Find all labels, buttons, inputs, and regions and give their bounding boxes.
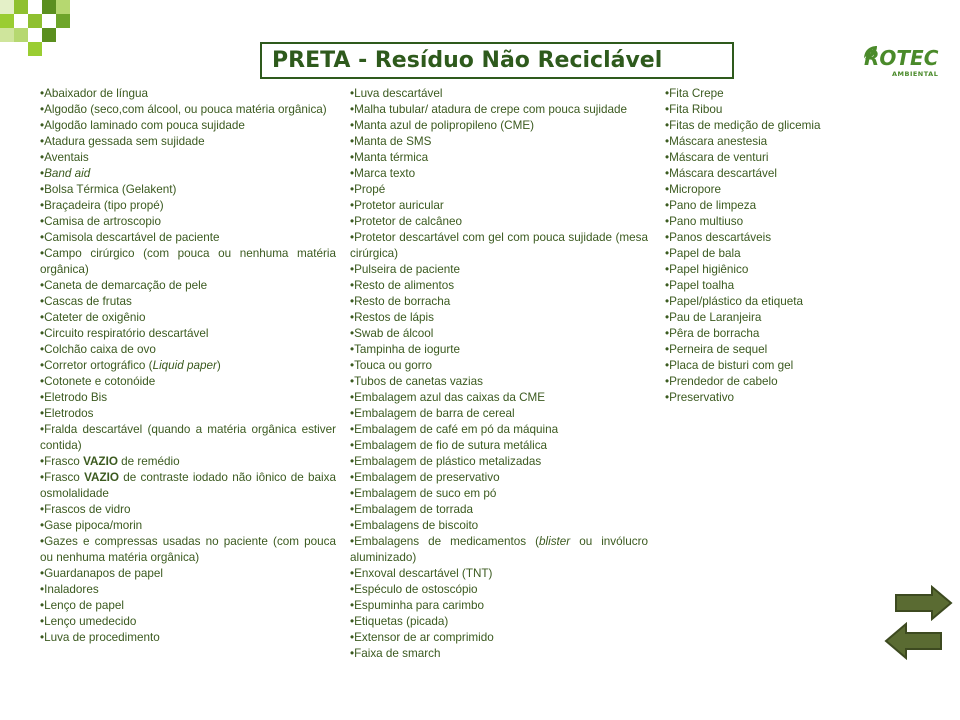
list-item-text: •Aventais: [40, 151, 89, 164]
list-item-text: •Embalagem de fio de sutura metálica: [350, 439, 548, 452]
list-item-text: •Embalagem azul das caixas da CME: [350, 391, 546, 404]
list-item-text: •Manta térmica: [350, 151, 429, 164]
list-item: [40, 182, 336, 198]
list-item-text: VAZIO: [84, 471, 119, 484]
list-item-text: •Atadura gessada sem sujidade: [40, 135, 205, 148]
list-item-text: blister: [539, 535, 571, 548]
list-item: [40, 406, 336, 422]
list-item-text: •Abaixador de língua: [40, 87, 149, 100]
list-item-text: •Espuminha para carimbo: [350, 599, 485, 612]
list-item-text: •Luva descartável: [350, 87, 443, 100]
page-title: PRETA - Resíduo Não Reciclável: [272, 48, 663, 73]
list-item: [665, 182, 925, 198]
list-item-text: •Cotonete e cotonóide: [40, 375, 156, 388]
list-item: [40, 614, 336, 630]
list-item: [350, 214, 648, 230]
list-item-text: •Fitas de medição de glicemia: [665, 119, 821, 132]
list-item: [40, 342, 336, 358]
arrow-left-icon: [884, 622, 944, 660]
list-item-text: •Protetor auricular: [350, 199, 444, 212]
list-item: [350, 582, 648, 598]
list-item-text: •Frasco: [40, 471, 85, 484]
list-item: [665, 102, 925, 118]
list-item-text: •Algodão (seco,com álcool, ou pouca matéria orgânica): [40, 103, 327, 116]
list-item: [40, 118, 336, 134]
list-item-text: •Embalagem de café em pó da máquina: [350, 423, 559, 436]
list-item-text: •Cateter de oxigênio: [40, 311, 146, 324]
list-item-text: •Tubos de canetas vazias: [350, 375, 483, 388]
list-item: [350, 614, 648, 630]
list-item: [40, 246, 336, 278]
corner-decoration: [0, 0, 80, 60]
list-item-text: •Papel de bala: [665, 247, 741, 260]
list-item-text: •Eletrodos: [40, 407, 94, 420]
list-item-text: •Gase pipoca/morin: [40, 519, 143, 532]
list-item: [350, 566, 648, 582]
list-item-text: de remédio: [117, 455, 180, 468]
list-item-text: •Fita Ribou: [665, 103, 723, 116]
list-item-text: •Resto de borracha: [350, 295, 451, 308]
list-item-text: •Resto de alimentos: [350, 279, 455, 292]
list-item: [350, 102, 648, 118]
list-item-text: •Faixa de smarch: [350, 647, 441, 660]
list-item-text: •Pano multiuso: [665, 215, 744, 228]
list-item: [40, 454, 336, 470]
list-item: [350, 342, 648, 358]
list-item: [40, 214, 336, 230]
list-item: [350, 150, 648, 166]
list-item: [665, 374, 925, 390]
list-item: [40, 166, 336, 182]
list-item-text: •Máscara anestesia: [665, 135, 768, 148]
list-item: [40, 294, 336, 310]
list-item: [350, 534, 648, 566]
company-logo: [858, 44, 948, 80]
list-item: [350, 630, 648, 646]
list-item-text: •Algodão laminado com pouca sujidade: [40, 119, 245, 132]
list-item: [350, 502, 648, 518]
list-item-text: •Camisola descartável de paciente: [40, 231, 220, 244]
list-item-text: •Fralda descartável (quando a matéria orgânica estiver contida): [40, 423, 336, 452]
list-item: [665, 262, 925, 278]
list-item-text: •Papel toalha: [665, 279, 735, 292]
list-item: [40, 150, 336, 166]
list-item-text: •Embalagem de plástico metalizadas: [350, 455, 542, 468]
list-item-text: •Restos de lápis: [350, 311, 434, 324]
list-item-text: •Guardanapos de papel: [40, 567, 164, 580]
list-item-text: •Frasco: [40, 455, 84, 468]
list-item: [40, 566, 336, 582]
list-item: [665, 294, 925, 310]
list-item-text: •: [40, 167, 45, 180]
list-column-3: [665, 86, 925, 406]
list-item-text: •Prendedor de cabelo: [665, 375, 778, 388]
list-item-text: •Embalagem de torrada: [350, 503, 473, 516]
list-item: [350, 326, 648, 342]
list-item-text: •Propé: [350, 183, 386, 196]
previous-button[interactable]: [884, 622, 944, 660]
logo-subtext: AMBIENTAL: [892, 70, 939, 78]
list-item-text: •Corretor ortográfico (: [40, 359, 153, 372]
list-item-text: •Preservativo: [665, 391, 735, 404]
list-item-text: •Embalagens de medicamentos (: [350, 535, 539, 548]
list-item-text: •Touca ou gorro: [350, 359, 433, 372]
list-item: [350, 406, 648, 422]
list-item-text: •Pau de Laranjeira: [665, 311, 762, 324]
list-item: [40, 86, 336, 102]
list-item-text: •Embalagem de barra de cereal: [350, 407, 515, 420]
list-item: [350, 262, 648, 278]
list-item-text: •Enxoval descartável (TNT): [350, 567, 493, 580]
list-item: [40, 326, 336, 342]
list-item-text: •Inaladores: [40, 583, 99, 596]
list-item: [40, 518, 336, 534]
list-item-text: •Pulseira de paciente: [350, 263, 460, 276]
list-item: [40, 102, 336, 118]
list-item: [40, 390, 336, 406]
list-item-text: Liquid paper: [152, 359, 217, 372]
list-item-text: •Eletrodo Bis: [40, 391, 108, 404]
list-item: [350, 118, 648, 134]
list-item: [665, 150, 925, 166]
next-button[interactable]: [894, 585, 954, 621]
list-item-text: •Fita Crepe: [665, 87, 724, 100]
list-item-text: •Máscara descartável: [665, 167, 777, 180]
list-item-text: •Braçadeira (tipo propé): [40, 199, 164, 212]
list-item: [40, 278, 336, 294]
list-item-text: •Embalagens de biscoito: [350, 519, 479, 532]
list-item-text: •Protetor de calcâneo: [350, 215, 462, 228]
list-item: [350, 198, 648, 214]
list-item: [40, 630, 336, 646]
list-item-text: •Bolsa Térmica (Gelakent): [40, 183, 177, 196]
list-item: [350, 486, 648, 502]
list-item: [350, 438, 648, 454]
list-item-text: •Protetor descartável com gel com pouca sujidade (mesa cirúrgica): [350, 231, 648, 260]
list-item: [665, 390, 925, 406]
list-item-text: •Lenço umedecido: [40, 615, 137, 628]
list-item-text: •Gazes e compressas usadas no paciente (com pouca ou nenhuma matéria orgânica): [40, 535, 336, 564]
list-item: [665, 246, 925, 262]
list-item: [350, 166, 648, 182]
list-item: [350, 182, 648, 198]
list-item-text: VAZIO: [83, 455, 118, 468]
list-item-text: •Extensor de ar comprimido: [350, 631, 494, 644]
list-item: [350, 294, 648, 310]
list-item-text: •Espéculo de ostoscópio: [350, 583, 478, 596]
list-item-text: •Marca texto: [350, 167, 416, 180]
list-item-text: •Embalagem de preservativo: [350, 471, 500, 484]
list-item-text: •Manta azul de polipropileno (CME): [350, 119, 535, 132]
list-item-text: •Caneta de demarcação de pele: [40, 279, 208, 292]
list-item-text: Band aid: [44, 167, 91, 180]
list-item: [350, 358, 648, 374]
list-item-text: •Cascas de frutas: [40, 295, 132, 308]
list-item: [40, 534, 336, 566]
title-box: [260, 42, 734, 79]
list-item-text: •Placa de bisturi com gel: [665, 359, 794, 372]
list-item: [40, 422, 336, 454]
list-item: [350, 278, 648, 294]
list-item: [40, 502, 336, 518]
list-item-text: •Frascos de vidro: [40, 503, 131, 516]
list-item-text: •Papel/plástico da etiqueta: [665, 295, 803, 308]
list-item: [350, 598, 648, 614]
list-item: [665, 342, 925, 358]
list-item-text: •Swab de álcool: [350, 327, 434, 340]
list-item-text: ): [216, 359, 221, 372]
list-item-text: •Luva de procedimento: [40, 631, 160, 644]
list-item: [665, 326, 925, 342]
list-item: [665, 278, 925, 294]
list-item: [40, 134, 336, 150]
logo-text: ROTEC: [864, 46, 939, 70]
list-item-text: •Circuito respiratório descartável: [40, 327, 209, 340]
list-item-text: •Lenço de papel: [40, 599, 125, 612]
list-item-text: de contraste iodado não iônico de baixa osmolalidade: [40, 471, 336, 500]
list-item: [665, 118, 925, 134]
list-item: [665, 166, 925, 182]
list-item-text: •Camisa de artroscopio: [40, 215, 162, 228]
list-item-text: •Panos descartáveis: [665, 231, 772, 244]
list-item: [350, 310, 648, 326]
list-item-text: •Tampinha de iogurte: [350, 343, 460, 356]
list-item: [665, 214, 925, 230]
list-item: [350, 390, 648, 406]
list-item-text: •Malha tubular/ atadura de crepe com pouca sujidade: [350, 103, 627, 116]
list-item: [40, 598, 336, 614]
list-item: [665, 310, 925, 326]
list-item: [40, 230, 336, 246]
list-item-text: •Perneira de sequel: [665, 343, 768, 356]
list-item: [40, 358, 336, 374]
list-item: [665, 198, 925, 214]
list-item-text: •Manta de SMS: [350, 135, 432, 148]
list-item: [40, 198, 336, 214]
list-item: [350, 518, 648, 534]
list-item: [350, 134, 648, 150]
list-item: [40, 582, 336, 598]
list-item-text: •Máscara de venturi: [665, 151, 769, 164]
list-item: [40, 374, 336, 390]
list-item: [665, 134, 925, 150]
arrow-right-icon: [894, 585, 954, 621]
list-item: [40, 470, 336, 502]
list-item-text: •Campo cirúrgico (com pouca ou nenhuma matéria orgânica): [40, 247, 336, 276]
list-item: [350, 470, 648, 486]
list-item: [665, 86, 925, 102]
list-item-text: •Pano de limpeza: [665, 199, 757, 212]
list-item: [350, 454, 648, 470]
list-item-text: ou invólucro aluminizado): [350, 535, 648, 564]
list-item-text: •Embalagem de suco em pó: [350, 487, 497, 500]
list-item: [40, 310, 336, 326]
list-item: [350, 230, 648, 262]
list-item-text: •Papel higiênico: [665, 263, 749, 276]
list-item-text: •Colchão caixa de ovo: [40, 343, 156, 356]
list-item-text: •Pêra de borracha: [665, 327, 760, 340]
list-item: [350, 86, 648, 102]
list-item: [350, 374, 648, 390]
list-item: [350, 646, 648, 662]
list-item: [350, 422, 648, 438]
list-item-text: •Micropore: [665, 183, 722, 196]
list-column-1: [40, 86, 336, 646]
list-item-text: •Etiquetas (picada): [350, 615, 449, 628]
list-item: [665, 358, 925, 374]
list-item: [665, 230, 925, 246]
list-column-2: [350, 86, 648, 662]
